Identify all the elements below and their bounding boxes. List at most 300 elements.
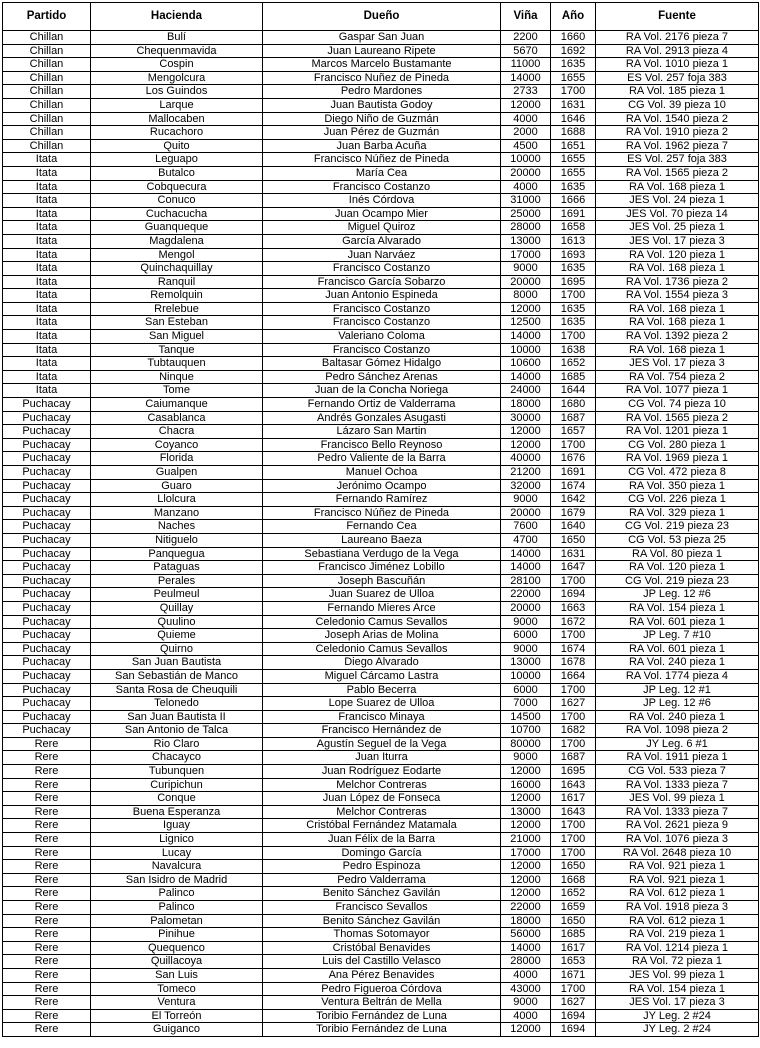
cell-dueno: Francisco Jiménez Lobillo (263, 561, 501, 575)
cell-dueno: Francisco Nuñez de Pineda (263, 71, 501, 85)
cell-hacienda: Tanque (91, 343, 263, 357)
table-row (3, 180, 759, 194)
cell-dueno: Juan Bautista Godoy (263, 98, 501, 112)
cell-hacienda: Cospin (91, 58, 263, 72)
table-row (3, 601, 759, 615)
cell-fuente: JES Vol. 99 pieza 1 (596, 968, 759, 982)
cell-hacienda: San Luis (91, 968, 263, 982)
cell-fuente: RA Vol. 1540 pieza 2 (596, 112, 759, 126)
cell-dueno: Francisco Costanzo (263, 262, 501, 276)
cell-hacienda: Pataguas (91, 561, 263, 575)
cell-partido: Puchacay (3, 438, 91, 452)
table-row (3, 683, 759, 697)
cell-vina: 7000 (501, 697, 551, 711)
table-row (3, 982, 759, 996)
cell-vina: 12000 (501, 302, 551, 316)
cell-hacienda: Rio Claro (91, 737, 263, 751)
cell-fuente: ES Vol. 257 foja 383 (596, 71, 759, 85)
cell-hacienda: Coyanco (91, 438, 263, 452)
cell-partido: Puchacay (3, 493, 91, 507)
cell-dueno: Baltasar Gómez Hidalgo (263, 357, 501, 371)
cell-vina: 11000 (501, 58, 551, 72)
cell-vina: 12500 (501, 316, 551, 330)
cell-ano: 1627 (551, 996, 596, 1010)
cell-hacienda: Quito (91, 139, 263, 153)
cell-hacienda: Mallocaben (91, 112, 263, 126)
cell-hacienda: Butalco (91, 166, 263, 180)
table-row (3, 262, 759, 276)
cell-vina: 18000 (501, 398, 551, 412)
table-row (3, 302, 759, 316)
cell-dueno: Marcos Marcelo Bustamante (263, 58, 501, 72)
table-row (3, 860, 759, 874)
cell-hacienda: Quequenco (91, 941, 263, 955)
cell-hacienda: Tubunquen (91, 765, 263, 779)
table-row (3, 574, 759, 588)
cell-hacienda: Magdalena (91, 234, 263, 248)
table-row (3, 656, 759, 670)
cell-vina: 2000 (501, 126, 551, 140)
cell-ano: 1635 (551, 316, 596, 330)
cell-partido: Rere (3, 751, 91, 765)
cell-partido: Puchacay (3, 669, 91, 683)
cell-hacienda: Florida (91, 452, 263, 466)
cell-dueno: Toribio Fernández de Luna (263, 1009, 501, 1023)
cell-vina: 9000 (501, 642, 551, 656)
cell-vina: 12000 (501, 792, 551, 806)
cell-fuente: RA Vol. 154 pieza 1 (596, 601, 759, 615)
cell-hacienda: Santa Rosa de Cheuquili (91, 683, 263, 697)
cell-dueno: Celedonio Camus Sevallos (263, 642, 501, 656)
cell-ano: 1674 (551, 479, 596, 493)
table-row (3, 493, 759, 507)
cell-hacienda: Quillay (91, 601, 263, 615)
cell-partido: Chillan (3, 71, 91, 85)
cell-hacienda: Quillacoya (91, 955, 263, 969)
table-row (3, 411, 759, 425)
cell-dueno: Juan Barba Acuña (263, 139, 501, 153)
cell-vina: 2200 (501, 31, 551, 45)
cell-ano: 1655 (551, 166, 596, 180)
cell-ano: 1657 (551, 425, 596, 439)
cell-dueno: Ana Pérez Benavides (263, 968, 501, 982)
cell-hacienda: Telonedo (91, 697, 263, 711)
cell-vina: 12000 (501, 887, 551, 901)
cell-vina: 21200 (501, 466, 551, 480)
table-row (3, 289, 759, 303)
cell-fuente: RA Vol. 1333 pieza 7 (596, 805, 759, 819)
cell-partido: Rere (3, 846, 91, 860)
cell-partido: Puchacay (3, 656, 91, 670)
cell-partido: Chillan (3, 98, 91, 112)
cell-vina: 10000 (501, 343, 551, 357)
cell-fuente: RA Vol. 1910 pieza 2 (596, 126, 759, 140)
cell-dueno: Benito Sánchez Gavilán (263, 914, 501, 928)
table-row (3, 778, 759, 792)
cell-partido: Puchacay (3, 506, 91, 520)
cell-vina: 8000 (501, 289, 551, 303)
cell-fuente: RA Vol. 1077 pieza 1 (596, 384, 759, 398)
cell-hacienda: El Torreón (91, 1009, 263, 1023)
cell-partido: Itata (3, 357, 91, 371)
cell-partido: Chillan (3, 31, 91, 45)
table-row (3, 112, 759, 126)
cell-hacienda: Rrelebue (91, 302, 263, 316)
cell-hacienda: Palometan (91, 914, 263, 928)
table-row (3, 737, 759, 751)
cell-vina: 13000 (501, 234, 551, 248)
cell-partido: Puchacay (3, 642, 91, 656)
cell-partido: Puchacay (3, 479, 91, 493)
cell-hacienda: Tome (91, 384, 263, 398)
cell-dueno: Miguel Quiroz (263, 221, 501, 235)
cell-vina: 18000 (501, 914, 551, 928)
cell-hacienda: Llolcura (91, 493, 263, 507)
cell-ano: 1635 (551, 302, 596, 316)
cell-dueno: Juan de la Concha Noriega (263, 384, 501, 398)
cell-fuente: RA Vol. 612 pieza 1 (596, 887, 759, 901)
cell-partido: Itata (3, 384, 91, 398)
cell-fuente: CG Vol. 219 pieza 23 (596, 574, 759, 588)
table-row (3, 44, 759, 58)
cell-vina: 28000 (501, 221, 551, 235)
cell-ano: 1651 (551, 139, 596, 153)
cell-vina: 6000 (501, 629, 551, 643)
cell-fuente: RA Vol. 1565 pieza 2 (596, 166, 759, 180)
cell-ano: 1668 (551, 873, 596, 887)
table-row (3, 425, 759, 439)
table-row (3, 506, 759, 520)
table-row (3, 1023, 759, 1037)
cell-hacienda: Cobquecura (91, 180, 263, 194)
cell-ano: 1694 (551, 588, 596, 602)
cell-dueno: Joseph Arias de Molina (263, 629, 501, 643)
cell-fuente: JES Vol. 25 pieza 1 (596, 221, 759, 235)
cell-fuente: RA Vol. 154 pieza 1 (596, 982, 759, 996)
cell-fuente: RA Vol. 612 pieza 1 (596, 914, 759, 928)
cell-vina: 20000 (501, 166, 551, 180)
cell-partido: Rere (3, 1023, 91, 1037)
cell-dueno: Francisco Núñez de Pineda (263, 506, 501, 520)
cell-dueno: Laureano Baeza (263, 533, 501, 547)
cell-vina: 12000 (501, 438, 551, 452)
cell-hacienda: Chequenmavida (91, 44, 263, 58)
cell-dueno: Francisco Sevallos (263, 901, 501, 915)
cell-fuente: CG Vol. 53 pieza 25 (596, 533, 759, 547)
cell-ano: 1691 (551, 207, 596, 221)
table-row (3, 330, 759, 344)
cell-fuente: JES Vol. 17 pieza 3 (596, 234, 759, 248)
cell-ano: 1700 (551, 846, 596, 860)
cell-fuente: CG Vol. 280 pieza 1 (596, 438, 759, 452)
cell-hacienda: Tubtauquen (91, 357, 263, 371)
cell-vina: 4000 (501, 968, 551, 982)
cell-dueno: María Cea (263, 166, 501, 180)
cell-partido: Chillan (3, 112, 91, 126)
cell-vina: 2733 (501, 85, 551, 99)
cell-fuente: RA Vol. 168 pieza 1 (596, 316, 759, 330)
table-row (3, 697, 759, 711)
cell-fuente: RA Vol. 80 pieza 1 (596, 547, 759, 561)
cell-hacienda: Quieme (91, 629, 263, 643)
cell-hacienda: Palinco (91, 887, 263, 901)
cell-fuente: RA Vol. 1918 pieza 3 (596, 901, 759, 915)
cell-fuente: RA Vol. 1565 pieza 2 (596, 411, 759, 425)
cell-vina: 14000 (501, 561, 551, 575)
cell-vina: 20000 (501, 601, 551, 615)
cell-partido: Itata (3, 343, 91, 357)
cell-ano: 1652 (551, 887, 596, 901)
cell-partido: Itata (3, 302, 91, 316)
cell-ano: 1631 (551, 98, 596, 112)
cell-dueno: Agustín Seguel de la Vega (263, 737, 501, 751)
cell-ano: 1700 (551, 85, 596, 99)
cell-hacienda: Nitiguelo (91, 533, 263, 547)
cell-partido: Rere (3, 941, 91, 955)
cell-partido: Rere (3, 860, 91, 874)
cell-vina: 14500 (501, 710, 551, 724)
cell-dueno: Fernando Ramírez (263, 493, 501, 507)
cell-hacienda: Guanqueque (91, 221, 263, 235)
table-row (3, 316, 759, 330)
table-body (3, 31, 759, 1037)
cell-vina: 43000 (501, 982, 551, 996)
cell-partido: Puchacay (3, 629, 91, 643)
cell-dueno: Juan Suarez de Ulloa (263, 588, 501, 602)
table-row (3, 207, 759, 221)
cell-fuente: RA Vol. 754 pieza 2 (596, 370, 759, 384)
cell-hacienda: Pinihue (91, 928, 263, 942)
cell-hacienda: Guiganco (91, 1023, 263, 1037)
cell-hacienda: Larque (91, 98, 263, 112)
table-row (3, 751, 759, 765)
table-row (3, 466, 759, 480)
cell-dueno: Juan Narváez (263, 248, 501, 262)
cell-ano: 1643 (551, 778, 596, 792)
cell-hacienda: San Juan Bautista (91, 656, 263, 670)
cell-vina: 7600 (501, 520, 551, 534)
cell-dueno: Sebastiana Verdugo de la Vega (263, 547, 501, 561)
cell-hacienda: Lucay (91, 846, 263, 860)
cell-ano: 1643 (551, 805, 596, 819)
cell-partido: Rere (3, 914, 91, 928)
cell-hacienda: Naches (91, 520, 263, 534)
cell-ano: 1650 (551, 533, 596, 547)
cell-vina: 6000 (501, 683, 551, 697)
cell-vina: 22000 (501, 588, 551, 602)
haciendas-table (2, 2, 759, 1037)
cell-hacienda: San Miguel (91, 330, 263, 344)
table-row (3, 533, 759, 547)
cell-partido: Rere (3, 955, 91, 969)
cell-fuente: RA Vol. 1010 pieza 1 (596, 58, 759, 72)
cell-partido: Itata (3, 221, 91, 235)
cell-vina: 12000 (501, 819, 551, 833)
cell-vina: 21000 (501, 833, 551, 847)
cell-fuente: JP Leg. 12 #1 (596, 683, 759, 697)
cell-hacienda: San Antonio de Talca (91, 724, 263, 738)
cell-fuente: RA Vol. 1392 pieza 2 (596, 330, 759, 344)
cell-ano: 1650 (551, 914, 596, 928)
cell-dueno: Pedro Valiente de la Barra (263, 452, 501, 466)
cell-ano: 1647 (551, 561, 596, 575)
cell-ano: 1679 (551, 506, 596, 520)
cell-ano: 1700 (551, 683, 596, 697)
cell-fuente: RA Vol. 168 pieza 1 (596, 262, 759, 276)
table-row (3, 194, 759, 208)
table-row (3, 166, 759, 180)
cell-partido: Chillan (3, 126, 91, 140)
cell-hacienda: Ranquil (91, 275, 263, 289)
cell-partido: Puchacay (3, 697, 91, 711)
cell-partido: Rere (3, 819, 91, 833)
table-row (3, 941, 759, 955)
cell-hacienda: Guaro (91, 479, 263, 493)
cell-fuente: RA Vol. 1098 pieza 2 (596, 724, 759, 738)
cell-fuente: RA Vol. 1554 pieza 3 (596, 289, 759, 303)
cell-hacienda: Curipichun (91, 778, 263, 792)
cell-ano: 1650 (551, 860, 596, 874)
cell-ano: 1617 (551, 941, 596, 955)
table-row (3, 710, 759, 724)
table-row (3, 914, 759, 928)
cell-partido: Puchacay (3, 547, 91, 561)
header-row (3, 3, 759, 31)
cell-ano: 1695 (551, 765, 596, 779)
cell-fuente: CG Vol. 226 pieza 1 (596, 493, 759, 507)
header-fuente: Fuente (596, 3, 759, 31)
table-row (3, 85, 759, 99)
cell-fuente: RA Vol. 168 pieza 1 (596, 302, 759, 316)
cell-partido: Itata (3, 207, 91, 221)
table-row (3, 58, 759, 72)
cell-fuente: JY Leg. 6 #1 (596, 737, 759, 751)
cell-vina: 12000 (501, 860, 551, 874)
cell-dueno: Celedonio Camus Sevallos (263, 615, 501, 629)
cell-ano: 1700 (551, 438, 596, 452)
cell-partido: Puchacay (3, 588, 91, 602)
cell-fuente: JP Leg. 12 #6 (596, 588, 759, 602)
cell-dueno: Juan Laureano Ripete (263, 44, 501, 58)
cell-ano: 1687 (551, 751, 596, 765)
cell-dueno: Francisco García Sobarzo (263, 275, 501, 289)
cell-vina: 25000 (501, 207, 551, 221)
cell-ano: 1692 (551, 44, 596, 58)
cell-ano: 1700 (551, 819, 596, 833)
table-row (3, 928, 759, 942)
cell-hacienda: San Isidro de Madrid (91, 873, 263, 887)
table-row (3, 153, 759, 167)
cell-fuente: CG Vol. 533 pieza 7 (596, 765, 759, 779)
cell-hacienda: Panquegua (91, 547, 263, 561)
cell-hacienda: Conuco (91, 194, 263, 208)
cell-dueno: Ventura Beltrán de Mella (263, 996, 501, 1010)
cell-partido: Puchacay (3, 452, 91, 466)
cell-vina: 80000 (501, 737, 551, 751)
cell-dueno: Cristóbal Benavides (263, 941, 501, 955)
cell-ano: 1635 (551, 58, 596, 72)
cell-ano: 1660 (551, 31, 596, 45)
cell-fuente: RA Vol. 921 pieza 1 (596, 873, 759, 887)
cell-partido: Rere (3, 968, 91, 982)
cell-ano: 1672 (551, 615, 596, 629)
cell-vina: 9000 (501, 615, 551, 629)
header-dueno: Dueño (263, 3, 501, 31)
cell-vina: 31000 (501, 194, 551, 208)
table-row (3, 343, 759, 357)
cell-vina: 9000 (501, 262, 551, 276)
cell-hacienda: Ventura (91, 996, 263, 1010)
cell-dueno: García Alvarado (263, 234, 501, 248)
cell-vina: 4000 (501, 112, 551, 126)
cell-fuente: RA Vol. 185 pieza 1 (596, 85, 759, 99)
cell-partido: Itata (3, 289, 91, 303)
cell-hacienda: Peulmeul (91, 588, 263, 602)
cell-dueno: Fernando Ortiz de Valderrama (263, 398, 501, 412)
table-row (3, 819, 759, 833)
cell-partido: Rere (3, 805, 91, 819)
cell-dueno: Pedro Figueroa Córdova (263, 982, 501, 996)
cell-dueno: Luis del Castillo Velasco (263, 955, 501, 969)
cell-vina: 4500 (501, 139, 551, 153)
cell-vina: 4700 (501, 533, 551, 547)
cell-vina: 4000 (501, 180, 551, 194)
table-row (3, 31, 759, 45)
cell-hacienda: Los Guindos (91, 85, 263, 99)
cell-ano: 1674 (551, 642, 596, 656)
cell-hacienda: San Juan Bautista II (91, 710, 263, 724)
cell-partido: Itata (3, 166, 91, 180)
cell-ano: 1691 (551, 466, 596, 480)
cell-dueno: Valeriano Coloma (263, 330, 501, 344)
cell-dueno: Lope Suarez de Ulloa (263, 697, 501, 711)
cell-vina: 9000 (501, 493, 551, 507)
cell-ano: 1700 (551, 330, 596, 344)
cell-fuente: RA Vol. 240 pieza 1 (596, 710, 759, 724)
table-row (3, 357, 759, 371)
cell-ano: 1631 (551, 547, 596, 561)
cell-partido: Puchacay (3, 561, 91, 575)
header-ano: Año (551, 3, 596, 31)
cell-ano: 1652 (551, 357, 596, 371)
cell-fuente: RA Vol. 921 pieza 1 (596, 860, 759, 874)
cell-vina: 22000 (501, 901, 551, 915)
cell-dueno: Juan Rodríguez Eodarte (263, 765, 501, 779)
cell-ano: 1666 (551, 194, 596, 208)
cell-vina: 40000 (501, 452, 551, 466)
table-row (3, 833, 759, 847)
cell-ano: 1700 (551, 833, 596, 847)
cell-fuente: JES Vol. 17 pieza 3 (596, 996, 759, 1010)
cell-vina: 17000 (501, 248, 551, 262)
cell-ano: 1700 (551, 737, 596, 751)
cell-dueno: Manuel Ochoa (263, 466, 501, 480)
cell-partido: Puchacay (3, 683, 91, 697)
cell-ano: 1671 (551, 968, 596, 982)
cell-dueno: Thomas Sotomayor (263, 928, 501, 942)
cell-hacienda: Quirno (91, 642, 263, 656)
cell-dueno: Francisco Costanzo (263, 316, 501, 330)
cell-fuente: RA Vol. 120 pieza 1 (596, 248, 759, 262)
table-row (3, 588, 759, 602)
cell-partido: Puchacay (3, 411, 91, 425)
cell-fuente: RA Vol. 1214 pieza 1 (596, 941, 759, 955)
cell-ano: 1613 (551, 234, 596, 248)
cell-hacienda: Palinco (91, 901, 263, 915)
cell-dueno: Pablo Becerra (263, 683, 501, 697)
table-row (3, 452, 759, 466)
cell-vina: 14000 (501, 330, 551, 344)
